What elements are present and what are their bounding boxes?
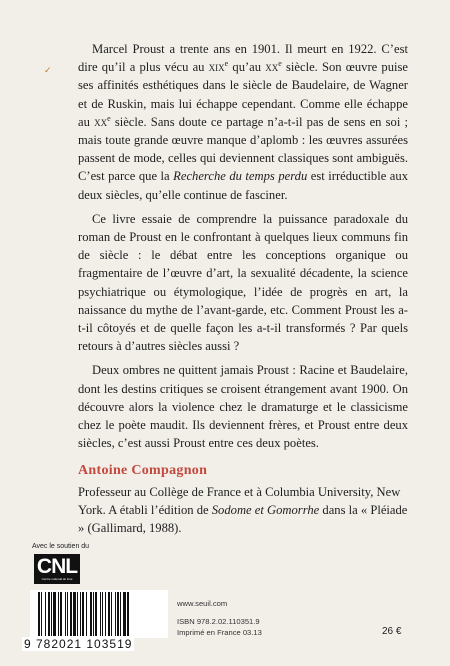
- paragraph-2: Ce livre essaie de comprendre la puissance paradoxale du roman de Proust en le confrontant à quelques lieux communs fin de siècle : le débat entre les conceptions organique ou fragmentaire de l’œuvre d’art, la sexualité décadente, la science psychiatrique ou étymologique, l’idée de progrès en art, la naissance du mythe de l’avant-garde, etc. Comment Proust les a-t-il côtoyés et de quelle façon les a-t-il transformés ? Par quels retours à d’autres siècles aussi ?: [78, 211, 408, 354]
- printed-in: Imprimé en France 03.13: [177, 628, 262, 637]
- barcode: [30, 590, 168, 638]
- barcode-digits: 9 782021 103519: [24, 637, 133, 651]
- barcode-bars: [30, 590, 168, 638]
- decorative-mark-icon: ✓: [44, 66, 52, 76]
- book-title: Recherche du temps perdu: [173, 169, 308, 184]
- price: 26 €: [382, 626, 402, 637]
- cnl-logo: CNL Centre national du livre: [34, 554, 80, 584]
- author-bio: Professeur au Collège de France et à Columbia University, New York. A établi l’édition de Sodome et Gomorrhe dans la « Pléiade » (Gallimard, 1988).: [78, 484, 408, 536]
- paragraph-1: Marcel Proust a trente ans en 1901. Il meurt en 1922. C’est dire qu’il a plus vécu au xix$^e$ qu’au $xx^e$ siècle. Son œuvre puise ses affinités esthétiques dans le siècle de Baudelaire, de Wagner et de Ruskin, mais lui échappe cependant. Comme elle échappe au $xx^e$ siècle. Sans doute ce partage n’a-t-il pas de sens en soi ; mais toute grande œuvre manque d’aplomb : les œuvres assurées passent de mode, celles qui deviennent classiques sont ambiguës. C’est parce que la Recherche du temps perdu est irréductible aux deux siècles, qu’elle continue de fasciner.: [78, 42, 409, 202]
- author-name: Antoine Compagnon: [78, 463, 208, 479]
- support-text: Avec le soutien du: [32, 543, 90, 550]
- back-cover-text: [78, 40, 408, 537]
- bio-title: Sodome et Gomorrhe: [211, 502, 320, 517]
- website: www.seuil.com: [177, 599, 228, 608]
- paragraph-3: Deux ombres ne quittent jamais Proust : Racine et Baudelaire, dont les destins critiques se croisent étrangement avant 1900. On découvre alors la violence chez le dramaturge et le classicisme chez le poète maudit. Ils deviennent frères, et Proust entre deux siècles, c’est aussi Proust entre ces deux poètes.: [78, 363, 408, 451]
- isbn: ISBN 978.2.02.110351.9: [177, 617, 260, 626]
